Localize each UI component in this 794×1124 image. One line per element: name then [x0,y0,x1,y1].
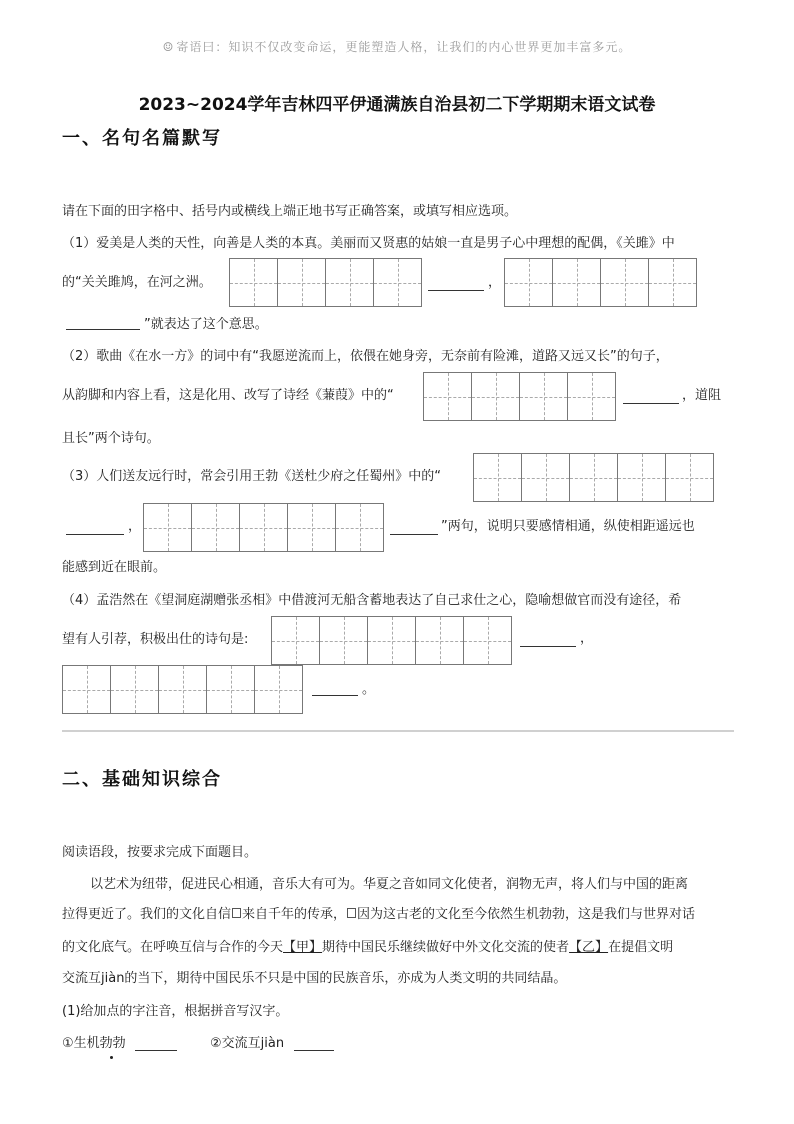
punctuation-box-icon [232,908,241,918]
grid-cell[interactable] [159,666,207,713]
q4-answer-blank-2[interactable] [312,694,358,696]
item-2-label: ②交流互jiàn [210,1036,285,1051]
grid-cell[interactable] [207,666,255,713]
punctuation-box-icon [347,908,356,918]
grid-cell[interactable] [618,454,666,501]
grid-cell[interactable] [336,504,384,551]
q4-line2-prefix: 望有人引荐，积极出仕的诗句是: [62,632,249,647]
grid-cell[interactable] [278,259,326,306]
q2-line3: 且长”两个诗句。 [62,431,160,446]
q1-answer-blank-1[interactable] [428,289,484,291]
q3-grid-2[interactable] [143,503,384,552]
emphasis-dot-icon [110,1056,113,1059]
q2-line1: （2）歌曲《在水一方》的词中有“我愿逆流而上，依偎在她身旁，无奈前有险滩，道路又远又长”的句子， [62,349,669,364]
q2-line2-suffix: ，道阻 [682,388,722,403]
grid-cell[interactable] [272,617,320,664]
q3-line3: 能感到近在眼前。 [62,560,167,575]
item-1-blank[interactable] [135,1049,177,1051]
section-instruction: 请在下面的田字格中、括号内或横线上端正地书写正确答案，或填写相应选项。 [62,204,518,219]
section-divider [62,730,734,732]
passage-line2: 拉得更近了。我们的文化自信 来自千年的传承， 因为这古老的文化至今依然生机勃勃，这是我们与世界对话 [62,907,696,922]
grid-cell[interactable] [520,373,568,420]
grid-cell[interactable] [255,666,303,713]
grid-cell[interactable] [522,454,570,501]
grid-cell[interactable] [326,259,374,306]
header-motto: ☺ 寄语曰：知识不仅改变命运，更能塑造人格，让我们的内心世界更加丰富多元。 [162,40,632,54]
q1-comma: ， [488,275,502,290]
grid-cell[interactable] [240,504,288,551]
q4-comma: ， [580,631,594,646]
q4-period: 。 [362,682,376,697]
grid-cell[interactable] [568,373,616,420]
q2-grid[interactable] [423,372,616,421]
blank-mark-jia: 【甲】 [283,940,323,955]
q4-grid-1[interactable] [271,616,512,665]
reading-instruction: 阅读语段，按要求完成下面题目。 [62,845,258,860]
grid-cell[interactable] [464,617,512,664]
grid-cell[interactable] [474,454,522,501]
grid-cell[interactable] [288,504,336,551]
page-title: 2023~2024学年吉林四平伊通满族自治县初二下学期期末语文试卷 [138,95,656,115]
grid-cell[interactable] [424,373,472,420]
q4-grid-2[interactable] [62,665,303,714]
grid-cell[interactable] [192,504,240,551]
grid-cell[interactable] [320,617,368,664]
grid-cell[interactable] [368,617,416,664]
grid-cell[interactable] [472,373,520,420]
q1-grid-2[interactable] [504,258,697,307]
grid-cell[interactable] [111,666,159,713]
q3-line1: （3）人们送友远行时，常会引用王勃《送杜少府之任蜀州》中的“ [62,469,442,484]
q3-answer-blank-2[interactable] [390,533,438,535]
passage-line3: 的文化底气。在呼唤互信与合作的今天【甲】期待中国民乐继续做好中外文化交流的使者【乙】在提倡文明 [62,940,674,955]
passage-line1: 以艺术为纽带，促进民心相通，音乐大有可为。华夏之音如同文化使者，润物无声，将人们与中国的距离 [90,877,689,892]
grid-cell[interactable] [666,454,714,501]
q1-line1: （1）爱美是人类的天性，向善是人类的本真。美丽而又贤惠的姑娘一直是男子心中理想的配偶，《关雎》中 [62,236,675,251]
q1-line2-prefix: 的“关关雎鸠，在河之洲。 [62,275,212,290]
grid-cell[interactable] [601,259,649,306]
section-heading-2: 二、基础知识综合 [62,769,222,790]
grid-cell[interactable] [553,259,601,306]
q4-answer-blank-1[interactable] [520,645,576,647]
grid-cell[interactable] [570,454,618,501]
q3-line2-suffix: ”两句，说明只要感情相通，纵使相距遥远也 [441,519,695,534]
grid-cell[interactable] [416,617,464,664]
smile-icon: ☺ [162,40,175,54]
q3-grid-1[interactable] [473,453,714,502]
grid-cell[interactable] [374,259,422,306]
q3-answer-blank-1[interactable] [66,533,124,535]
q2-line2-prefix: 从韵脚和内容上看，这是化用、改写了诗经《蒹葭》中的“ [62,388,394,403]
q2-answer-blank[interactable] [623,402,679,404]
item-1-label: ①生机勃勃 [62,1036,126,1051]
passage-line4: 交流互jiàn的当下，期待中国民乐不只是中国的民族音乐，亦成为人类文明的共同结晶。 [62,971,567,986]
sub-question: (1)给加点的字注音，根据拼音写汉字。 [62,1004,289,1019]
q1-answer-blank-2[interactable] [66,328,140,330]
grid-cell[interactable] [505,259,553,306]
q1-line3-suffix: ”就表达了这个意思。 [144,317,268,332]
q4-line1: （4）孟浩然在《望洞庭湖赠张丞相》中借渡河无船含蓄地表达了自己求仕之心，隐喻想做官而没有途径，希 [62,593,682,608]
blank-mark-yi: 【乙】 [569,940,609,955]
q3-comma: ， [128,519,142,534]
section-heading-1: 一、名句名篇默写 [62,128,222,149]
grid-cell[interactable] [230,259,278,306]
grid-cell[interactable] [63,666,111,713]
q1-grid-1[interactable] [229,258,422,307]
grid-cell[interactable] [649,259,697,306]
item-2-blank[interactable] [294,1049,334,1051]
grid-cell[interactable] [144,504,192,551]
